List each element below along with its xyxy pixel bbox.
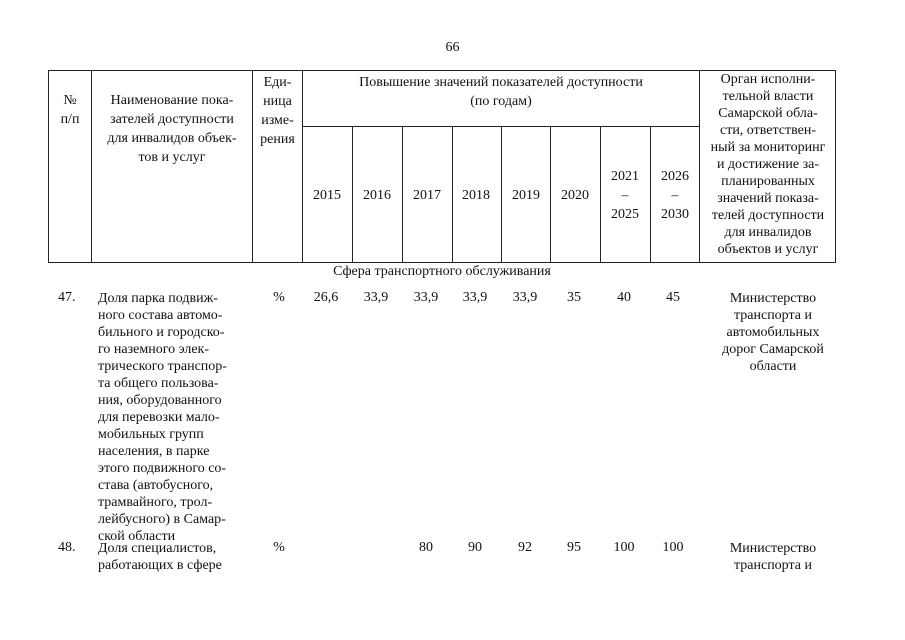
table-header [48, 70, 836, 263]
row-48-val-2020: 95 [567, 540, 581, 555]
row-47-val-2020: 35 [567, 290, 581, 305]
row-47-unit: % [273, 290, 285, 305]
row-47-name: Доля парка подвиж- ного состава автомо- бильного и городско- го наземного элек- трического транспор- та общего пользова- ния, оборудованного для перевозки мало- мобильных групп населения, в парке этого подвижного со- става (автобусного, трамвайного, трол- лейбусного) в Самар- ской области [98, 291, 227, 544]
row-47-val-2017: 33,9 [413, 290, 439, 305]
year-2016: 2016 [363, 188, 391, 203]
year-2026-2030: 2026 – 2030 [661, 169, 689, 222]
header-increase: Повышение значений показателей доступности (по годам) [359, 75, 643, 109]
row-47-org: Министерство транспорта и автомобильных дорог Самарской области [722, 291, 824, 374]
page-number: 66 [445, 40, 460, 55]
row-47-val-2021-2025: 40 [617, 290, 631, 305]
row-47-val-2019: 33,9 [512, 290, 538, 305]
section-title: Сфера транспортного обслуживания [333, 264, 551, 279]
header-num: № п/п [60, 93, 80, 127]
row-48-unit: % [273, 540, 285, 555]
year-2018: 2018 [462, 188, 490, 203]
row-48-val-2018: 90 [468, 540, 482, 555]
header-name: Наименование пока- зателей доступности для инвалидов объек- тов и услуг [107, 93, 237, 165]
row-47-num: 47. [58, 290, 76, 305]
year-2020: 2020 [561, 188, 589, 203]
year-2017: 2017 [413, 188, 441, 203]
row-48-val-2021-2025: 100 [613, 540, 635, 555]
row-47-val-2018: 33,9 [462, 290, 488, 305]
row-47-val-2016: 33,9 [363, 290, 389, 305]
year-2021-2025: 2021 – 2025 [611, 169, 639, 222]
row-47-val-2026-2030: 45 [666, 290, 680, 305]
row-48-org: Министерство транспорта и [729, 541, 817, 573]
year-2015: 2015 [313, 188, 341, 203]
year-2019: 2019 [512, 188, 540, 203]
row-48-val-2019: 92 [518, 540, 532, 555]
row-48-name: Доля специалистов, работающих в сфере [98, 541, 222, 573]
row-47-val-2015: 26,6 [313, 290, 339, 305]
row-48-val-2017: 80 [419, 540, 433, 555]
header-org: Орган исполни- тельной власти Самарской обла- сти, ответствен- ный за мониторинг и достижение за- планированных значений показа- телей доступности для инвалидов объектов и услуг [710, 72, 826, 257]
row-48-val-2026-2030: 100 [662, 540, 684, 555]
header-unit: Еди- ница изме- рения [260, 75, 295, 147]
row-48-num: 48. [58, 540, 76, 555]
